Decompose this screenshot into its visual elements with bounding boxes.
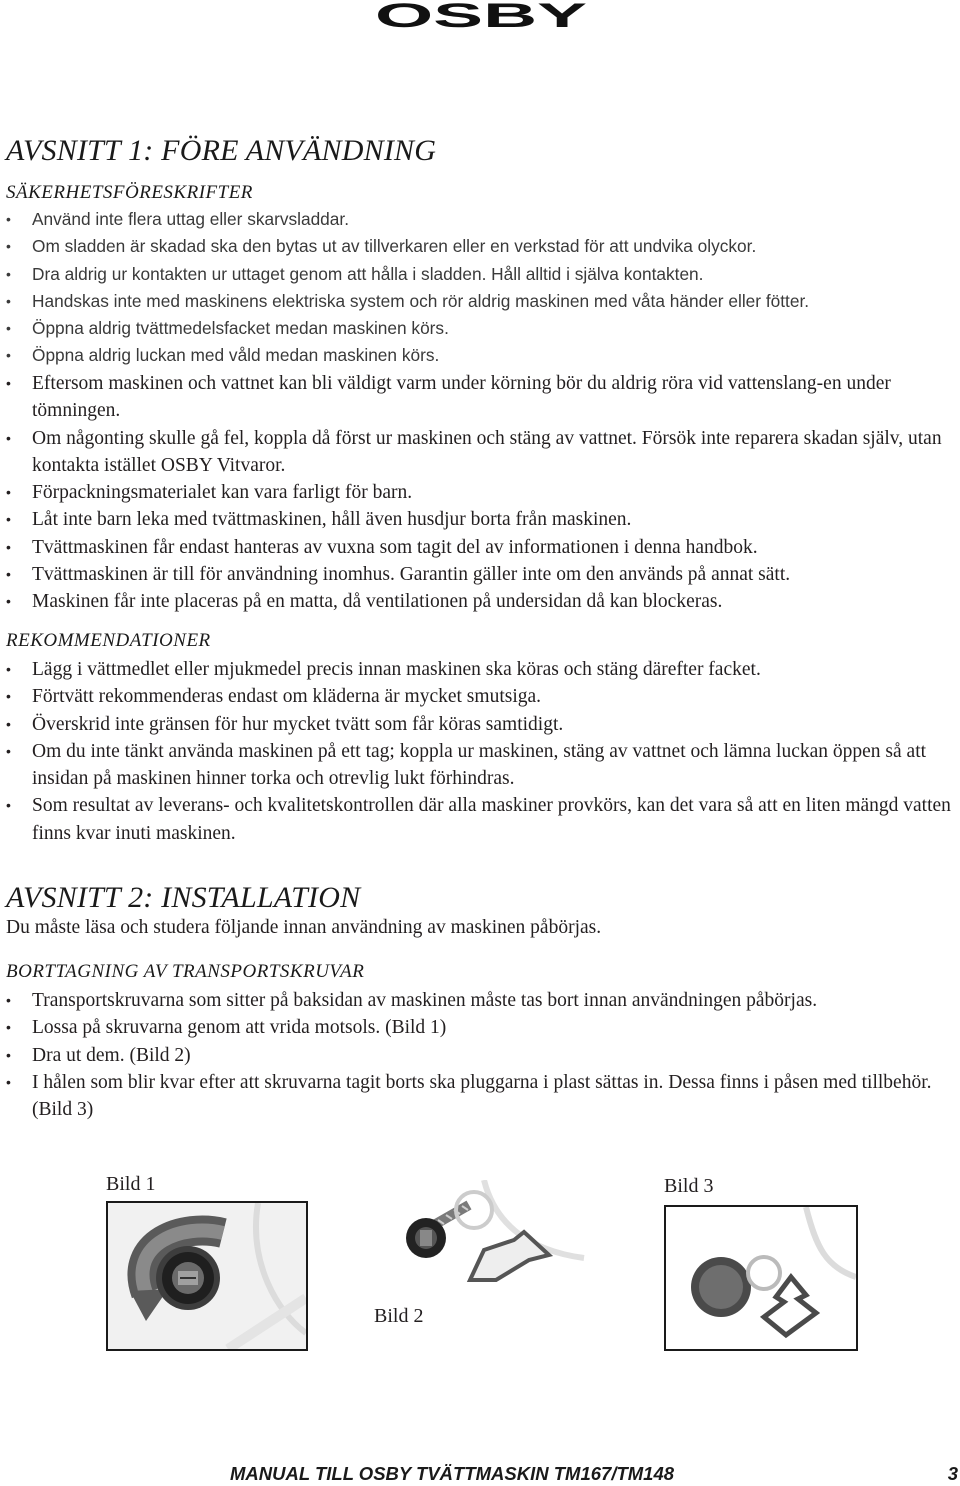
section2-intro: Du måste läsa och studera följande innan användning av maskinen påbörjas. [6,917,602,938]
transport-list [6,987,956,1123]
list-item: • Om sladden är skadad ska den bytas ut av tillverkaren eller en verkstad för att undvika olyckor. [6,233,956,260]
list-item: • Överskrid inte gränsen för hur mycket tvätt som får köras samtidigt. [6,711,956,738]
list-item: • Öppna aldrig luckan med våld medan maskinen körs. [6,342,956,369]
bullet-icon: • [6,661,11,677]
bullet-icon: • [6,238,11,255]
list-item: • Lägg i vättmedlet eller mjukmedel precis innan maskinen ska köras och stäng därefter facket. [6,656,956,683]
list-item: • Maskinen får inte placeras på en matta, då ventilationen på undersidan då kan blockeras. [6,588,956,615]
insert-plug-icon [666,1207,856,1349]
bullet-icon: • [6,347,11,364]
logo-text: OSBY [375,0,588,30]
figure3-image [664,1205,858,1351]
figure1-caption: Bild 1 [106,1173,156,1195]
figure1-image [106,1201,308,1351]
bullet-icon: • [6,320,11,337]
bullet-icon: • [6,742,11,759]
figure2-image [374,1180,600,1298]
bullet-icon: • [6,715,11,732]
bullet-icon: • [6,992,11,1008]
bullet-icon: • [6,593,11,610]
footer-title: MANUAL TILL OSBY TVÄTTMASKIN TM167/TM148 [230,1463,675,1484]
list-item: • Förtvätt rekommenderas endast om kläderna är mycket smutsiga. [6,683,956,710]
bullet-icon: • [6,265,11,282]
unscrew-screw-icon [108,1203,306,1349]
pull-out-screw-icon [374,1180,600,1298]
list-item: • Som resultat av leverans- och kvalitetskontrollen där alla maskiner provkörs, kan det vara så att en liten mängd vatten finns kvar inuti maskinen. [6,792,956,847]
section2-title: AVSNITT 2: INSTALLATION [6,881,361,914]
osby-logo [374,0,588,30]
safety-list-continued [6,370,956,616]
list-item: • I hålen som blir kvar efter att skruvarna tagit borts ska pluggarna i plast sättas in. Dessa finns i påsen med tillbehör. (Bild 3) [6,1069,956,1124]
figure3-caption: Bild 3 [664,1175,714,1197]
bullet-icon: • [6,1073,11,1090]
list-item: • Transportskruvarna som sitter på baksidan av maskinen måste tas bort innan användningen påbörjas. [6,987,956,1014]
bullet-icon: • [6,566,11,583]
list-item: • Dra ut dem. (Bild 2) [6,1042,956,1069]
bullet-icon: • [6,1019,11,1036]
bullet-icon: • [6,688,11,705]
list-item: • Handskas inte med maskinens elektriska system och rör aldrig maskinen med våta händer eller fötter. [6,288,956,315]
page-number: 3 [947,1463,958,1484]
list-item: • Öppna aldrig tvättmedelsfacket medan maskinen körs. [6,315,956,342]
list-item: • Förpackningsmaterialet kan vara farligt för barn. [6,479,956,506]
bullet-icon: • [6,211,11,227]
page-footer [230,1463,960,1485]
figure2-caption: Bild 2 [374,1305,424,1327]
bullet-icon: • [6,429,11,446]
bullet-icon: • [6,484,11,501]
recommendations-list [6,656,956,847]
bullet-icon: • [6,511,11,528]
list-item: • Dra aldrig ur kontakten ur uttaget genom att hålla i sladden. Håll alltid i själva kontakten. [6,261,956,288]
safety-list [6,206,956,370]
transport-heading: BORTTAGNING AV TRANSPORTSKRUVAR [6,961,365,982]
list-item: • Om någonting skulle gå fel, koppla då först ur maskinen och stäng av vattnet. Försök inte reparera skadan själv, utan kontakta istället OSBY Vitvaror. [6,425,956,480]
list-item: • Tvättmaskinen får endast hanteras av vuxna som tagit del av informationen i denna handbok. [6,534,956,561]
recommendations-heading: REKOMMENDATIONER [6,630,211,651]
safety-heading: SÄKERHETSFÖRESKRIFTER [6,182,253,203]
list-item: • Om du inte tänkt använda maskinen på ett tag; koppla ur maskinen, stäng av vattnet och lämna luckan öppen så att insidan på maskinen hinner torka och otrevlig lukt förhindras. [6,738,956,793]
list-item: • Tvättmaskinen är till för användning inomhus. Garantin gäller inte om den används på annat sätt. [6,561,956,588]
bullet-icon: • [6,538,11,555]
bullet-icon: • [6,797,11,814]
bullet-icon: • [6,1046,11,1063]
section1-title: AVSNITT 1: FÖRE ANVÄNDNING [6,134,437,167]
list-item: • Använd inte flera uttag eller skarvsladdar. [6,206,956,233]
list-item: • Lossa på skruvarna genom att vrida motsols. (Bild 1) [6,1014,956,1041]
list-item: • Låt inte barn leka med tvättmaskinen, håll även husdjur borta från maskinen. [6,506,956,533]
bullet-icon: • [6,292,11,309]
list-item: • Eftersom maskinen och vattnet kan bli väldigt varm under körning bör du aldrig röra vid vattenslang-en under tömningen. [6,370,956,425]
bullet-icon: • [6,375,11,391]
